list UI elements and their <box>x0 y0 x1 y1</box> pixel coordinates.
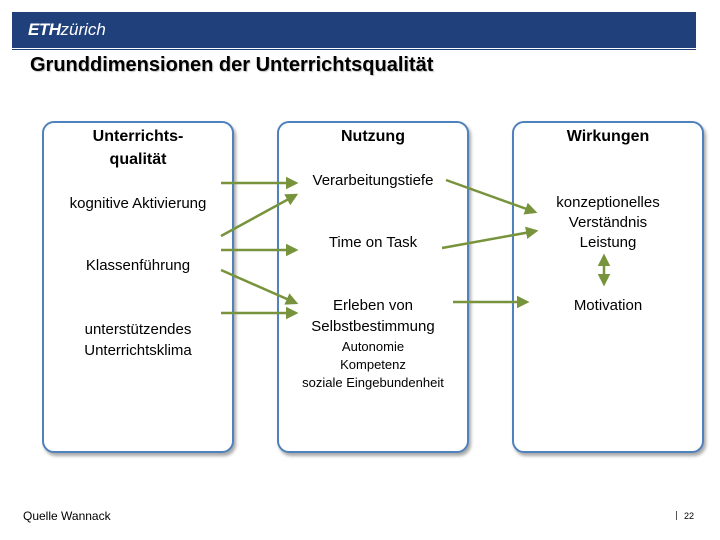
effects-item-conceptual-line1: konzeptionelles <box>556 194 660 211</box>
effects-item-motivation: Motivation <box>573 297 643 314</box>
quality-item-supportive-line1: unterstützendes <box>84 321 192 338</box>
usage-item-self-determination-line2: Selbstbestimmung <box>311 318 435 335</box>
quality-heading-line1: Unterrichts- <box>92 128 184 145</box>
usage-heading: Nutzung <box>341 128 405 145</box>
arrow-icon <box>221 195 296 236</box>
quality-heading-line2: qualität <box>109 151 167 168</box>
quality-item-cognitive-activation: kognitive Aktivierung <box>69 195 207 212</box>
usage-item-time-on-task: Time on Task <box>328 234 418 251</box>
usage-sub-relatedness: soziale Eingebundenheit <box>302 375 444 390</box>
arrow-icon <box>446 180 535 212</box>
usage-item-self-determination-line1: Erleben von <box>332 297 414 314</box>
logo-zurich: zürich <box>60 20 106 39</box>
arrow-icon <box>221 270 296 303</box>
arrow-icon <box>442 231 536 248</box>
usage-sub-competence: Kompetenz <box>340 357 406 372</box>
page-number: 22 <box>684 511 695 521</box>
logo-eth: ETH <box>28 20 61 39</box>
effects-item-performance: Leistung <box>579 234 637 251</box>
quality-item-classroom-management: Klassenführung <box>85 257 191 274</box>
slide-title: Grunddimensionen der Unterrichtsqualität <box>30 54 434 76</box>
usage-sub-autonomy: Autonomie <box>341 339 405 354</box>
effects-heading: Wirkungen <box>566 128 650 145</box>
quality-item-supportive-line2: Unterrichtsklima <box>84 342 192 359</box>
footer-separator <box>676 511 677 520</box>
usage-item-processing-depth: Verarbeitungstiefe <box>312 172 434 189</box>
footer-source: Quelle Wannack <box>23 509 111 523</box>
effects-item-conceptual-line2: Verständnis <box>568 214 648 231</box>
